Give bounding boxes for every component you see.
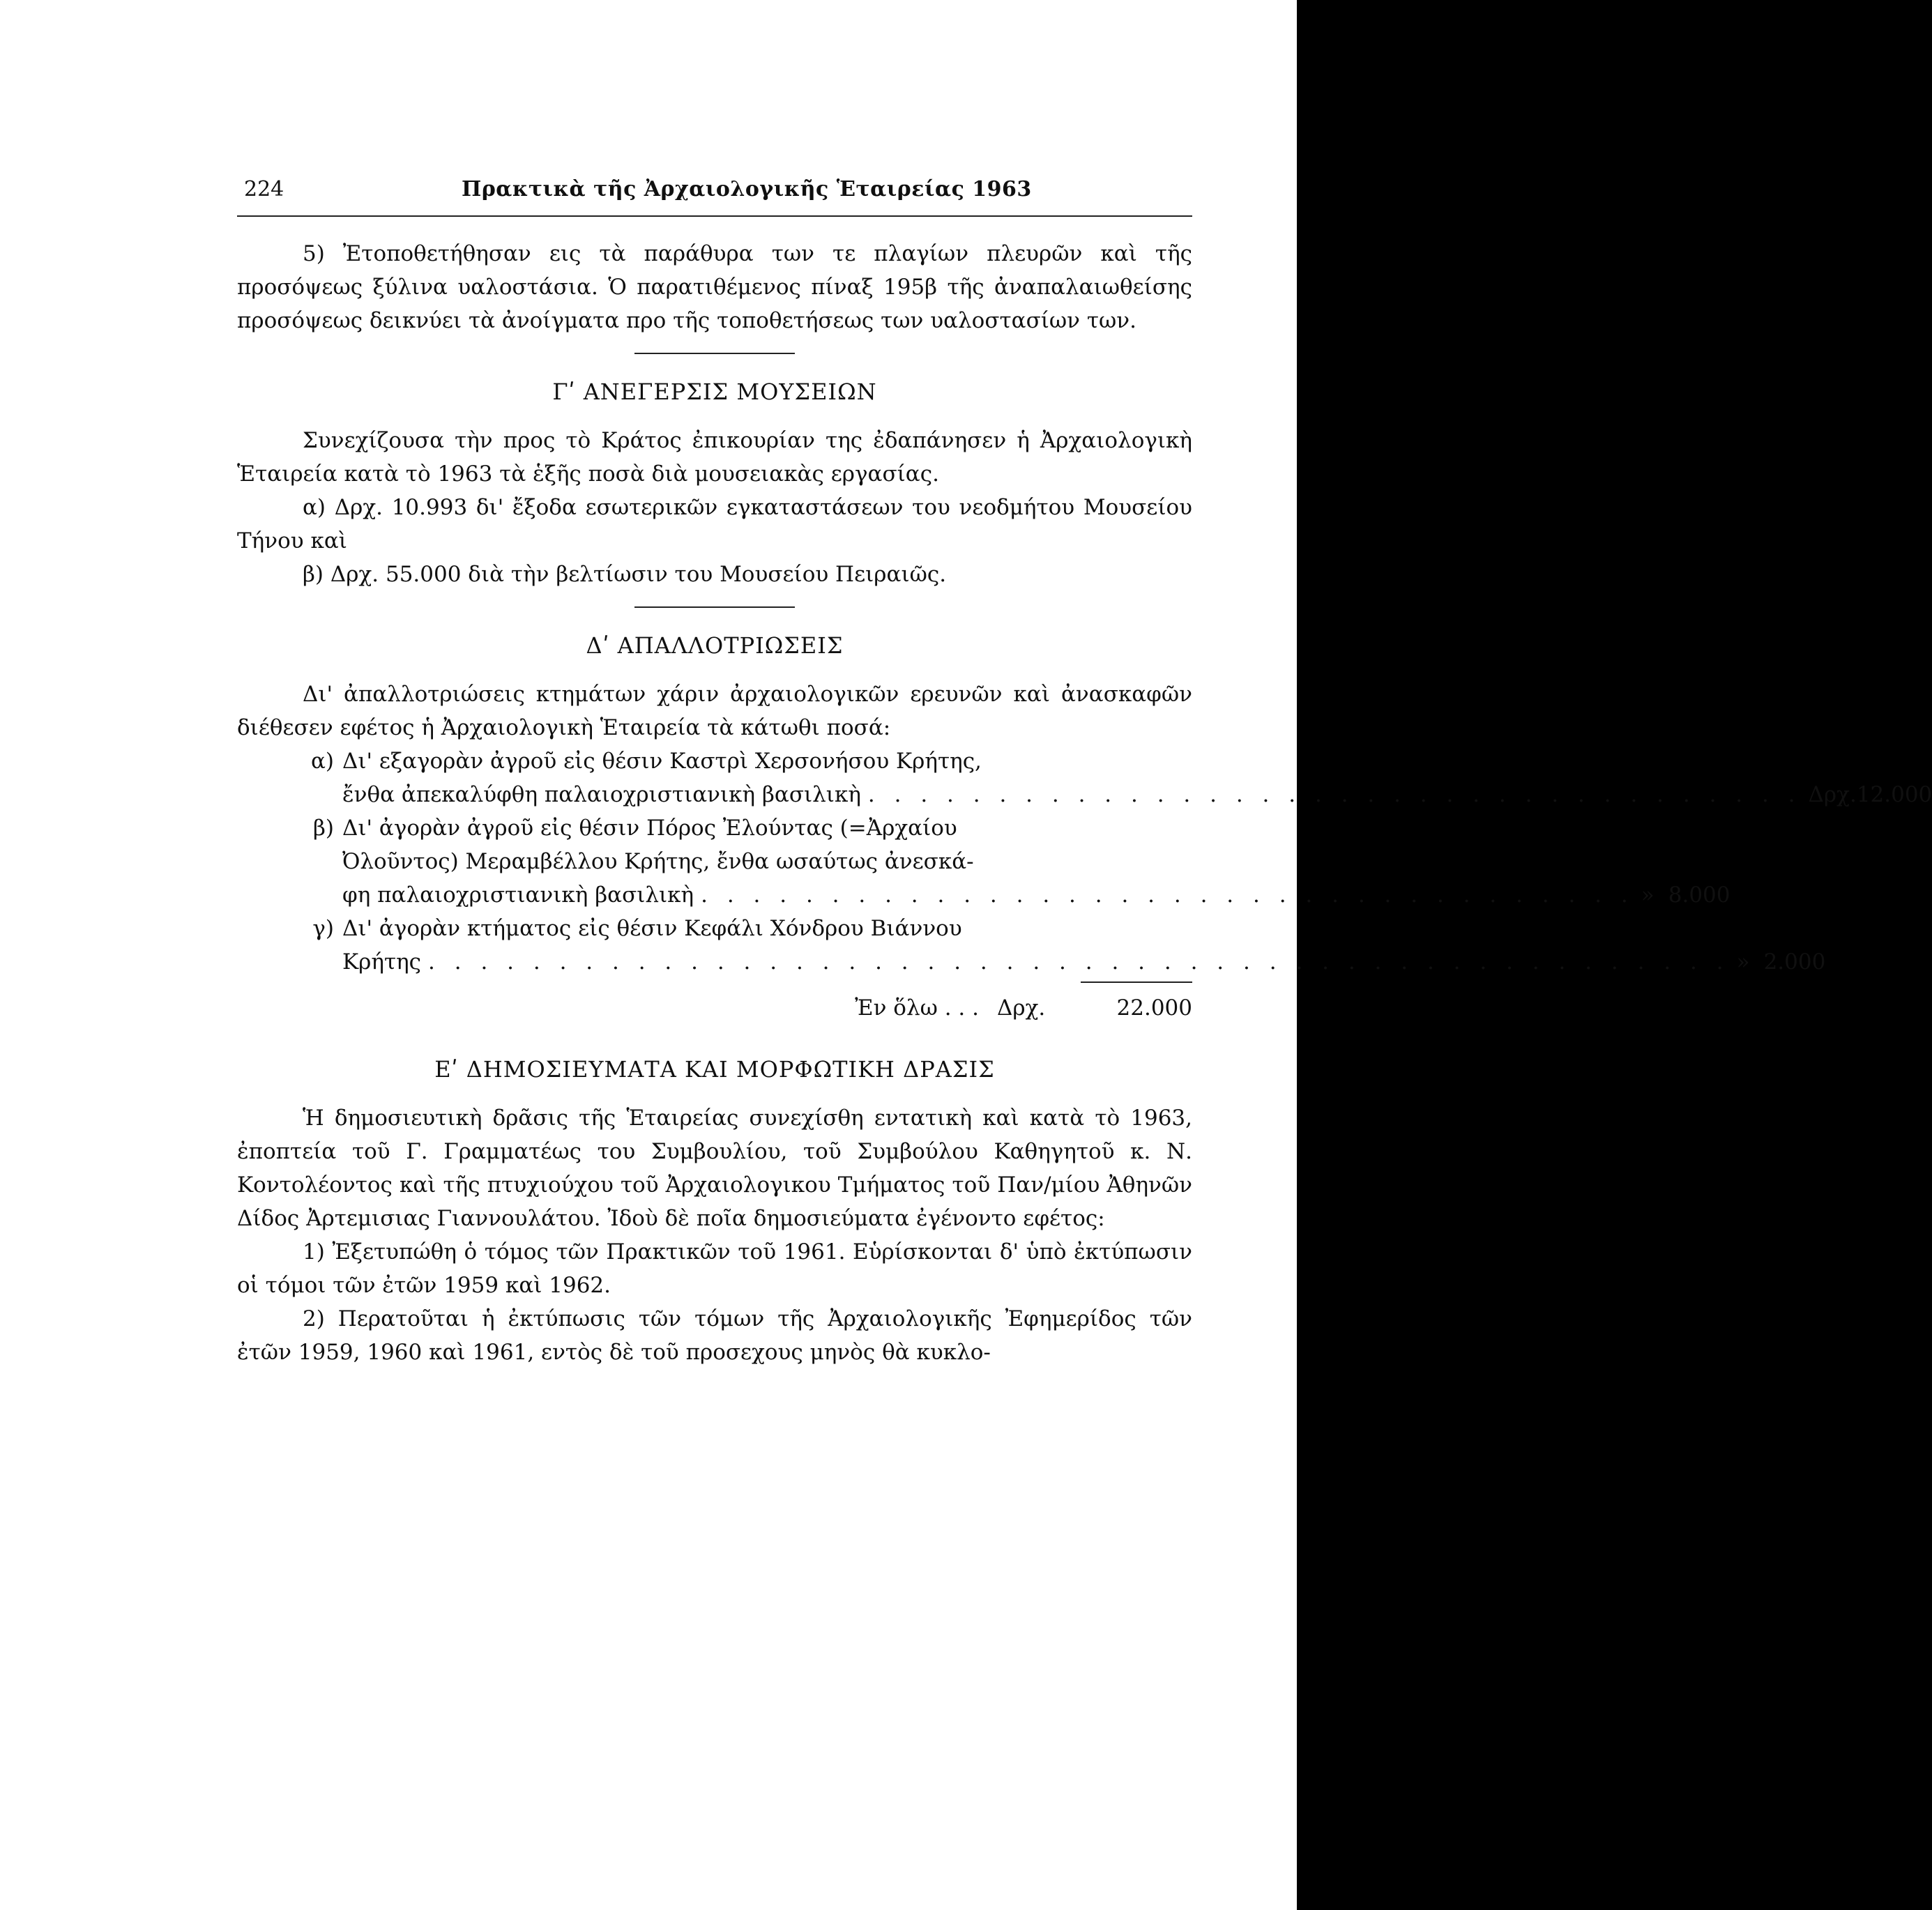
museums-item-b: β) Δρχ. 55.000 διὰ τὴν βελτίωσιν του Μουσείου Πειραιῶς.	[303, 562, 947, 587]
total-amount: 22.000	[1116, 995, 1192, 1021]
expropriation-item	[237, 912, 1192, 945]
dot-leader: . . . . . . . . . . . . . . . . . . . . . . . . . . . . . . . . . . . .	[867, 782, 1802, 807]
expropriations-paragraph: Δι' ἀπαλλοτριώσεις κτημάτων χάριν ἀρχαιολογικῶν ερευνῶν καὶ ἀνασκαφῶν διέθεσεν εφέτος ἡ Ἀρχαιολογικὴ Ἑταιρεία τὰ κάτωθι ποσά:	[237, 682, 1192, 740]
item-continuation	[237, 845, 1192, 878]
item-text: Κρήτης	[342, 949, 422, 975]
item-marker: α)	[310, 749, 334, 774]
publications-paragraph: Ἡ δημοσιευτικὴ δρᾶσις τῆς Ἑταιρείας συνεχίσθη εντατικὴ καὶ κατὰ τὸ 1963, ἐποπτεία τοῦ Γ. Γραμματέως του Συμβουλίου, τοῦ Συμβούλου Καθηγητοῦ κ. Ν. Κοντολέοντος καὶ τῆς πτυχιούχου τοῦ Ἀρχαιολογικου Τμήματος τοῦ Παν/μίου Ἀθηνῶν Δίδος Ἀρτεμισιας Γιαννουλάτου. Ἰδοὺ δὲ ποῖα δημοσιεύματα ἐγένοντο εφέτος:	[237, 1106, 1192, 1231]
total-line	[237, 991, 1192, 1025]
item-text: Δι' ἀγορὰν κτήματος εἰς θέσιν Κεφάλι Χόνδρου Βιάννου	[342, 916, 962, 941]
expropriation-item	[237, 811, 1192, 845]
dot-leader: . . . . . . . . . . . . . . . . . . . . . . . . . . . . . . . . . . . . . . . . . . . . . . . . . .	[428, 949, 1730, 975]
running-title: Πρακτικὰ τῆς Ἀρχαιολογικῆς Ἑταιρείας 1963	[462, 177, 1032, 201]
total-unit: Δρχ.	[997, 995, 1046, 1021]
museums-paragraph: Συνεχίζουσα τὴν προς τὸ Κράτος ἐπικουρίαν της ἐδαπάνησεν ἡ Ἀρχαιολογικὴ Ἑταιρεία κατὰ τὸ 1963 τὰ ἑξῆς ποσὰ διὰ μουσειακὰς εργασίας.	[237, 428, 1192, 487]
intro-paragraph: 5) Ἐτοποθετήθησαν εις τὰ παράθυρα των τε πλαγίων πλευρῶν καὶ τῆς προσόψεως ξύλινα υαλοστάσια. Ὁ παρατιθέμενος πίναξ 195β τῆς ἀναπαλαιωθείσης προσόψεως δεικνύει τὰ ἀνοίγματα προ τῆς τοποθετήσεως των υαλοστασίων των.	[237, 241, 1192, 333]
item-unit: Δρχ.	[1808, 782, 1857, 807]
total-rule	[1081, 981, 1192, 983]
page-body	[237, 237, 1932, 1369]
item-amount-line	[237, 945, 1826, 979]
item-text: Δι' ἀγορὰν ἀγροῦ εἰς θέσιν Πόρος Ἐλούντας (=Ἀρχαίου	[342, 816, 957, 841]
expropriation-item	[237, 744, 1192, 778]
section-heading-museums: Γʹ ΑΝΕΓΕΡΣΙΣ ΜΟΥΣΕΙΩΝ	[552, 379, 877, 405]
section-separator	[634, 353, 795, 354]
total-label: Ἐν ὅλω . . .	[855, 995, 979, 1021]
item-amount: 8.000	[1668, 883, 1731, 908]
item-unit: »	[1641, 883, 1655, 908]
section-heading-expropriations: Δʹ ΑΠΑΛΛΟΤΡΙΩΣΕΙΣ	[586, 632, 844, 659]
item-text: φη παλαιοχριστιανικὴ βασιλικὴ	[342, 883, 694, 908]
item-marker: γ)	[312, 916, 334, 941]
publications-item-2: 2) Περατοῦται ἡ ἐκτύπωσις τῶν τόμων τῆς Ἀρχαιολογικῆς Ἐφημερίδος τῶν ἐτῶν 1959, 1960 καὶ 1961, εντὸς δὲ τοῦ προσεχους μηνὸς θὰ κυκλο-	[237, 1306, 1192, 1365]
item-marker: β)	[312, 816, 334, 841]
item-text: ἔνθα ἀπεκαλύφθη παλαιοχριστιανικὴ βασιλικὴ	[342, 782, 861, 807]
page-header	[237, 174, 1192, 205]
publications-item-1: 1) Ἐξετυπώθη ὁ τόμος τῶν Πρακτικῶν τοῦ 1961. Εὑρίσκονται δ' ὑπὸ ἐκτύπωσιν οἱ τόμοι τῶν ἐτῶν 1959 καὶ 1962.	[237, 1239, 1192, 1298]
dot-leader: . . . . . . . . . . . . . . . . . . . . . . . . . . . . . . . . . . . .	[701, 883, 1634, 908]
header-rule	[237, 215, 1192, 217]
section-heading-publications: Εʹ ΔΗΜΟΣΙΕΥΜΑΤΑ ΚΑΙ ΜΟΡΦΩΤΙΚΗ ΔΡΑΣΙΣ	[434, 1056, 995, 1083]
item-amount: 2.000	[1763, 949, 1826, 975]
museums-item-a: α) Δρχ. 10.993 δι' ἔξοδα εσωτερικῶν εγκαταστάσεων του νεοδμήτου Μουσείου Τήνου καὶ	[237, 495, 1192, 553]
item-amount: 12.000	[1856, 782, 1932, 807]
item-text: Ὀλοῦντος) Μεραμβέλλου Κρήτης, ἔνθα ωσαύτως ἀνεσκά-	[342, 849, 974, 874]
page-number: 224	[244, 177, 284, 201]
item-amount-line	[237, 878, 1731, 912]
section-separator	[634, 606, 795, 608]
item-text: Δι' εξαγορὰν ἀγροῦ εἰς θέσιν Καστρὶ Χερσονήσου Κρήτης,	[342, 749, 982, 774]
item-amount-line	[237, 778, 1932, 811]
item-unit: »	[1736, 949, 1750, 975]
